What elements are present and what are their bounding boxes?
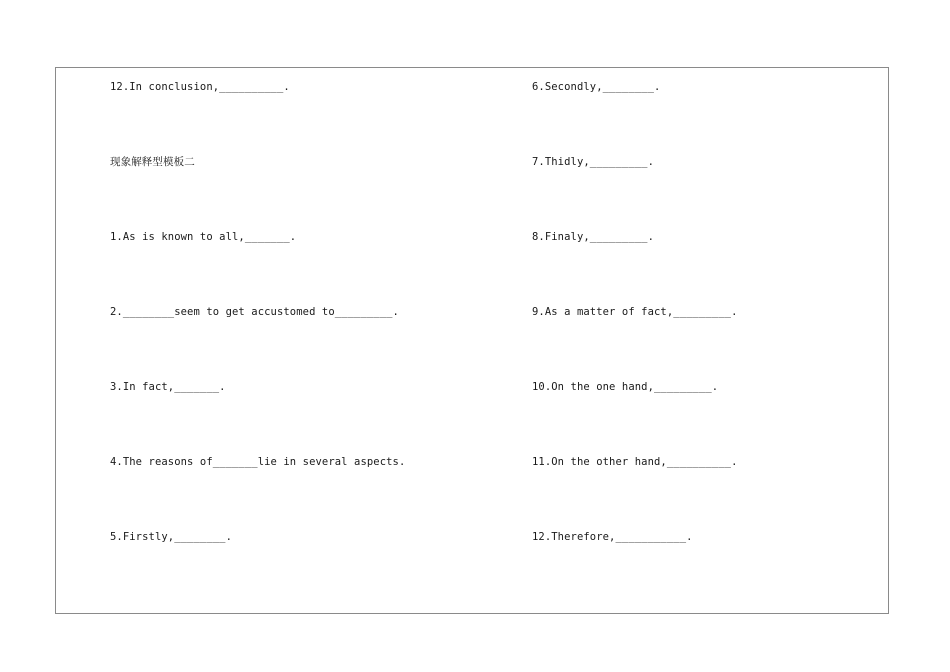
- template-line: 2.________seem to get accustomed to_________.: [110, 306, 399, 318]
- template-line: 8.Finaly,_________.: [532, 231, 655, 243]
- template-line: 12.In conclusion,__________.: [110, 81, 290, 93]
- template-line: 3.In fact,_______.: [110, 381, 226, 393]
- template-line: 5.Firstly,________.: [110, 531, 233, 543]
- template-line: 6.Secondly,________.: [532, 81, 661, 93]
- template-line: 4.The reasons of_______lie in several aspects.: [110, 456, 406, 468]
- template-line: 10.On the one hand,_________.: [532, 381, 719, 393]
- template-line: 12.Therefore,___________.: [532, 531, 693, 543]
- template-line: 1.As is known to all,_______.: [110, 231, 297, 243]
- template-line: 7.Thidly,_________.: [532, 156, 655, 168]
- template-line: 11.On the other hand,__________.: [532, 456, 738, 468]
- section-heading: 现象解释型模板二: [110, 156, 195, 168]
- template-line: 9.As a matter of fact,_________.: [532, 306, 738, 318]
